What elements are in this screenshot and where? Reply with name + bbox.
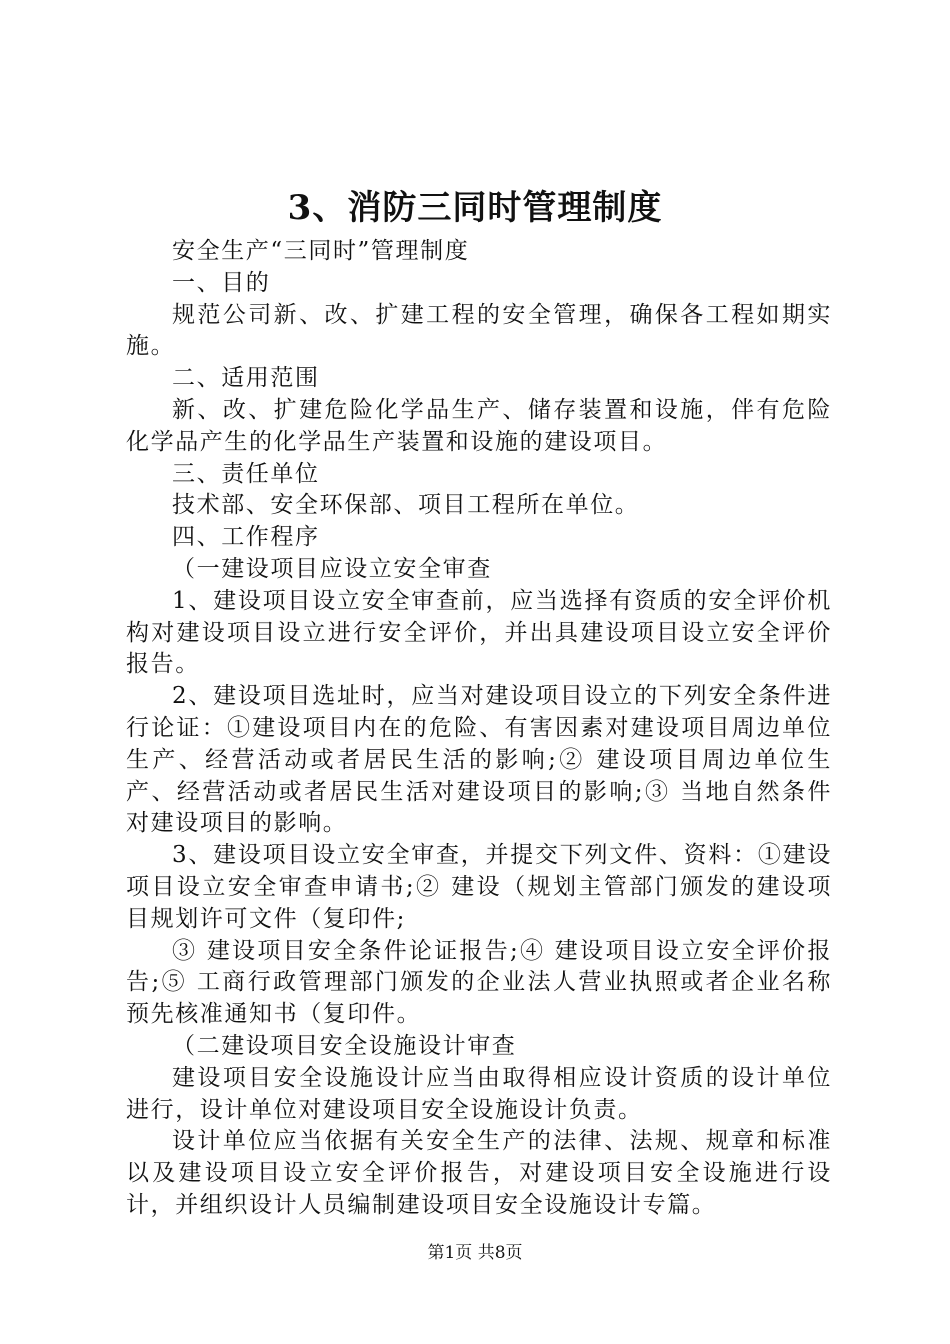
- paragraph-procedure-3: 3、建设项目设立安全审查，并提交下列文件、资料：①建设项目设立安全审查申请书;② 建设（规划主管部门颁发的建设项目规划许可文件（复印件;: [126, 842, 832, 932]
- section-heading-purpose: 一、目的: [172, 269, 271, 296]
- section-heading-scope: 二、适用范围: [172, 365, 320, 392]
- paragraph-procedure-3-cont: ③ 建设项目安全条件论证报告;④ 建设项目设立安全评价报告;⑤ 工商行政管理部门颁发的企业法人营业执照或者企业名称预先核准通知书（复印件。: [126, 937, 832, 1028]
- section-heading-responsibility: 三、责任单位: [172, 460, 320, 487]
- paragraph-procedure-2: 2、建设项目选址时，应当对建设项目设立的下列安全条件进行论证：①建设项目内在的危险、有害因素对建设项目周边单位生产、经营活动或者居民生活的影响;② 建设项目周边单位生产、经营活动或者居民生活对建设项目的影响;③ 当地自然条件对建设项目的影响。: [126, 683, 832, 837]
- subsection-heading-2: （二建设项目安全设施设计审查: [172, 1032, 517, 1059]
- paragraph-responsibility: 技术部、安全环保部、项目工程所在单位。: [172, 492, 640, 519]
- paragraph-scope: 新、改、扩建危险化学品生产、储存装置和设施，伴有危险化学品产生的化学品生产装置和设施的建设项目。: [126, 396, 832, 455]
- document-body: [126, 236, 832, 1222]
- paragraph-design-1: 建设项目安全设施设计应当由取得相应设计资质的设计单位进行，设计单位对建设项目安全设施设计负责。: [126, 1064, 832, 1123]
- paragraph-purpose: 规范公司新、改、扩建工程的安全管理，确保各工程如期实施。: [126, 301, 832, 360]
- subsection-heading-1: （一建设项目应设立安全审查: [172, 555, 492, 582]
- section-heading-procedure: 四、工作程序: [172, 524, 320, 551]
- document-title: 3、消防三同时管理制度: [287, 188, 663, 228]
- paragraph-procedure-1: 1、建设项目设立安全审查前，应当选择有资质的安全评价机构对建设项目设立进行安全评价，并出具建设项目设立安全评价报告。: [126, 587, 832, 678]
- paragraph-design-2: 设计单位应当依据有关安全生产的法律、法规、规章和标准以及建设项目设立安全评价报告，对建设项目安全设施进行设计，并组织设计人员编制建设项目安全设施设计专篇。: [126, 1128, 832, 1218]
- paragraph-subtitle: 安全生产“三同时”管理制度: [172, 238, 470, 264]
- page-number: 第1页 共8页: [427, 1243, 523, 1263]
